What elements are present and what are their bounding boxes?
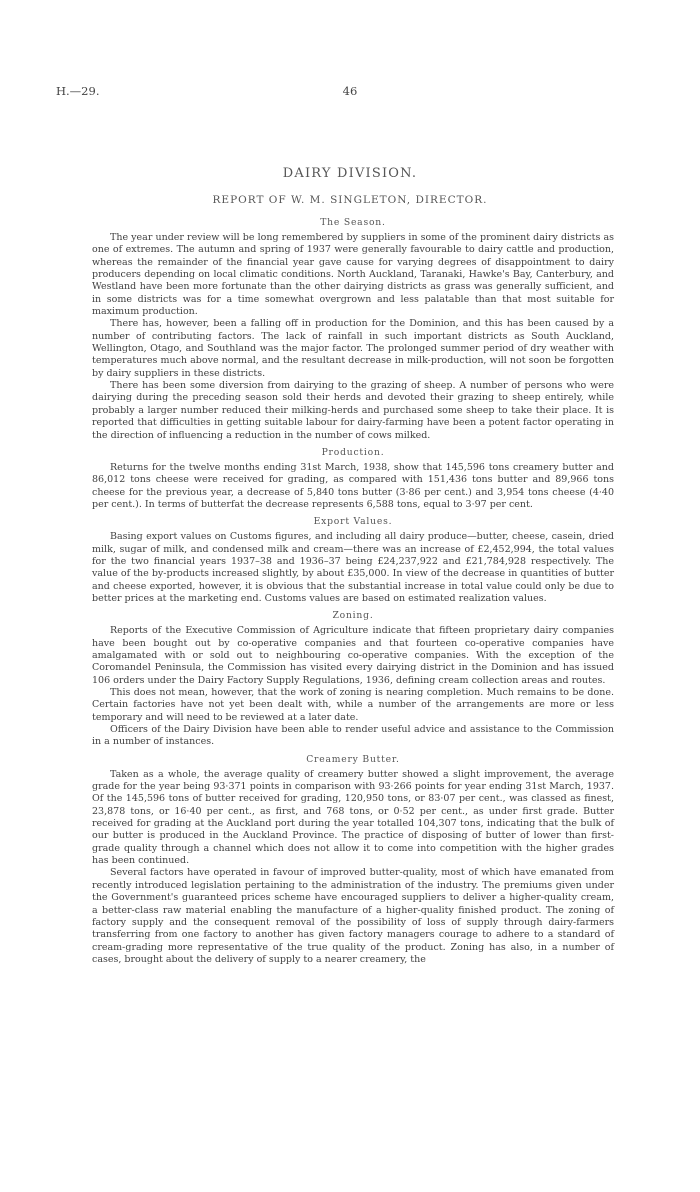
paragraph: The year under review will be long remembered by suppliers in some of the prominent dairy districts as one of extremes. The autumn and spring of 1937 were generally favourable to dairy cattle and production, whereas the remainder of the financial year gave cause for varying degrees of disappointment to dairy producers depending on local climatic conditions. North Auckland, Taranaki, Hawke's Bay, Canterbury, and Westland have been more fortunate than the other dairying districts as grass was generally sufficient, and in some districts was for a time somewhat overgrown and less palatable than that most suitable for maximum production.	[92, 232, 614, 318]
paragraph: Officers of the Dairy Division have been able to render useful advice and assistance to the Commission in a number of instances.	[92, 724, 614, 748]
paragraph: Taken as a whole, the average quality of creamery butter showed a slight improvement, the average grade for the year being 93·371 points in comparison with 93·266 points for year ending 31st March, 1937. Of the 145,596 tons of butter received for grading, 120,950 tons, or 83·07 per cent., was classed as finest, 23,878 tons, or 16·40 per cent., as first, and 768 tons, or 0·52 per cent., as under first grade. Butter received for grading at the Auckland port during the year totalled 104,307 tons, indicating that the bulk of our butter is produced in the Auckland Province. The practice of disposing of butter of lower than first-grade quality through a channel which does not allow it to come into competition with the higher grades has been continued.	[92, 768, 614, 867]
report-subtitle: REPORT OF W. M. SINGLETON, DIRECTOR.	[212, 194, 488, 206]
paragraph: There has been some diversion from dairying to the grazing of sheep. A number of persons who were dairying during the preceding season sold their herds and devoted their grazing to sheep entirely, while probably a larger number reduced their milking-herds and purchased some sheep to take their place. It is reported that difficulties in getting suitable labour for dairy-farming have been a potent factor operating in the direction of influencing a reduction in the number of cows milked.	[92, 380, 614, 441]
report-body	[92, 212, 614, 966]
paragraph: Returns for the twelve months ending 31st March, 1938, show that 145,596 tons creamery butter and 86,012 tons cheese were received for grading, as compared with 151,436 tons butter and 89,966 tons cheese for the previous year, a decrease of 5,840 tons butter (3·86 per cent.) and 3,954 tons cheese (4·40 per cent.). In terms of butterfat the decrease represents 6,588 tons, equal to 3·97 per cent.	[92, 461, 614, 510]
section-heading: Zoning.	[332, 610, 374, 622]
section-production	[92, 446, 614, 511]
document-reference: H.—29.	[56, 84, 100, 98]
page-title: DAIRY DIVISION.	[282, 166, 418, 181]
paragraph: Reports of the Executive Commission of Agriculture indicate that fifteen proprietary dairy companies have been bought out by co-operative companies and that fourteen co-operative companies have amalgamated with or sold out to neighbouring co-operative companies. With the exception of the Coromandel Peninsula, the Commission has visited every dairying district in the Dominion and has issued 106 orders under the Dairy Factory Supply Regulations, 1936, defining cream collection areas and routes.	[92, 625, 614, 686]
section-export-values	[92, 515, 614, 605]
section-heading: Creamery Butter.	[306, 753, 400, 765]
section-heading: Production.	[321, 446, 385, 458]
section-zoning	[92, 609, 614, 748]
section-heading: Export Values.	[313, 516, 393, 528]
section-heading: The Season.	[320, 217, 386, 228]
page-header	[56, 84, 644, 98]
page-number: 46	[342, 84, 358, 98]
paragraph: There has, however, been a falling off in production for the Dominion, and this has been caused by a number of contributing factors. The lack of rainfall in such important districts as South Auckland, Wellington, Otago, and Southland was the major factor. The prolonged summer period of dry weather with temperatures much above normal, and the resultant decrease in milk-production, will not soon be forgotten by dairy suppliers in these districts.	[92, 318, 614, 379]
paragraph: Basing export values on Customs figures, and including all dairy produce—butter, cheese, casein, dried milk, sugar of milk, and condensed milk and cream—there was an increase of £2,452,994, the total values for the two financial years 1937–38 and 1936–37 being £24,237,922 and £21,784,928 respectively. The value of the by-products increased slightly, by about £35,000. In view of the decrease in quantities of butter and cheese exported, however, it is obvious that the substantial increase in total value could only be due to better prices at the marketing end. Customs values are based on estimated realization values.	[92, 531, 614, 604]
section-the-season	[92, 216, 614, 442]
paragraph: Several factors have operated in favour of improved butter-quality, most of which have emanated from recently introduced legislation pertaining to the administration of the industry. The premiums given under the Government's guaranteed prices scheme have encouraged suppliers to deliver a higher-quality cream, a better-class raw material enabling the manufacture of a higher-quality finished product. The zoning of factory supply and the consequent removal of the possibility of loss of supply through dairy-farmers transferring from one factory to another has given factory managers courage to adhere to a standard of cream-grading more representative of the true quality of the product. Zoning has also, in a number of cases, brought about the delivery of supply to a nearer creamery, the	[92, 867, 614, 965]
section-creamery-butter	[92, 753, 614, 967]
paragraph: This does not mean, however, that the work of zoning is nearing completion. Much remains to be done. Certain factories have not yet been dealt with, while a number of the arrangements are more or less temporary and will need to be reviewed at a later date.	[92, 687, 614, 723]
